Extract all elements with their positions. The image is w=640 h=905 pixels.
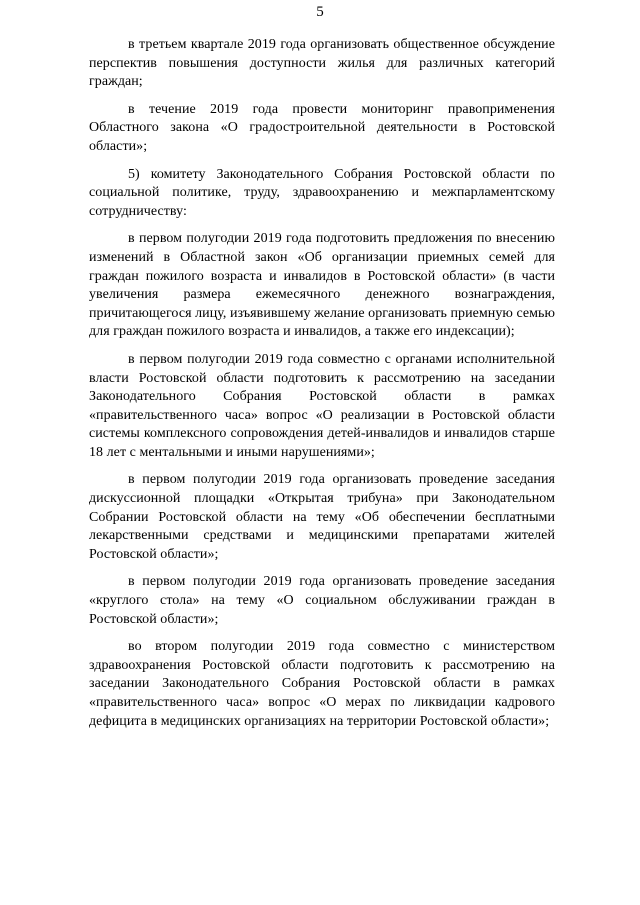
document-body	[89, 36, 555, 740]
paragraph: в третьем квартале 2019 года организовать общественное обсуждение перспектив повышения доступности жилья для различных категорий граждан;	[89, 37, 555, 90]
page-number: 5	[316, 4, 324, 20]
paragraph: 5) комитету Законодательного Собрания Ростовской области по социальной политике, труду, здравоохранению и межпарламентскому сотрудничеству:	[89, 166, 555, 219]
paragraph: в первом полугодии 2019 года совместно с органами исполнительной власти Ростовской области подготовить к рассмотрению на заседании Законодательного Собрания Ростовской области в рамках «правительственного часа» вопрос «О реализации в Ростовской области системы комплексного сопровождения детей-инвалидов и инвалидов старше 18 лет с ментальными и иными нарушениями»;	[89, 351, 555, 460]
paragraph: в первом полугодии 2019 года организовать проведение заседания дискуссионной площадки «Открытая трибуна» при Законодательном Собрании Ростовской области на тему «Об обеспечении бесплатными лекарственными средствами и медицинскими препаратами жителей Ростовской области»;	[89, 472, 555, 562]
paragraph: в течение 2019 года провести мониторинг правоприменения Областного закона «О градостроительной деятельности в Ростовской области»;	[89, 101, 555, 154]
paragraph: в первом полугодии 2019 года организовать проведение заседания «круглого стола» на тему «О социальном обслуживании граждан в Ростовской области»;	[89, 574, 555, 627]
paragraph: в первом полугодии 2019 года подготовить предложения по внесению изменений в Областной закон «Об организации приемных семей для граждан пожилого возраста и инвалидов в Ростовской области» (в части увеличения размера ежемесячного денежного вознаграждения, причитающегося лицу, изъявившему желание организовать приемную семью для граждан пожилого возраста и инвалидов, а также его индексации);	[89, 231, 555, 340]
paragraph: во втором полугодии 2019 года совместно с министерством здравоохранения Ростовской области подготовить к рассмотрению на заседании Законодательного Собрания Ростовской области в рамках «правительственного часа» вопрос «О мерах по ликвидации кадрового дефицита в медицинских организациях на территории Ростовской области»;	[89, 639, 555, 729]
